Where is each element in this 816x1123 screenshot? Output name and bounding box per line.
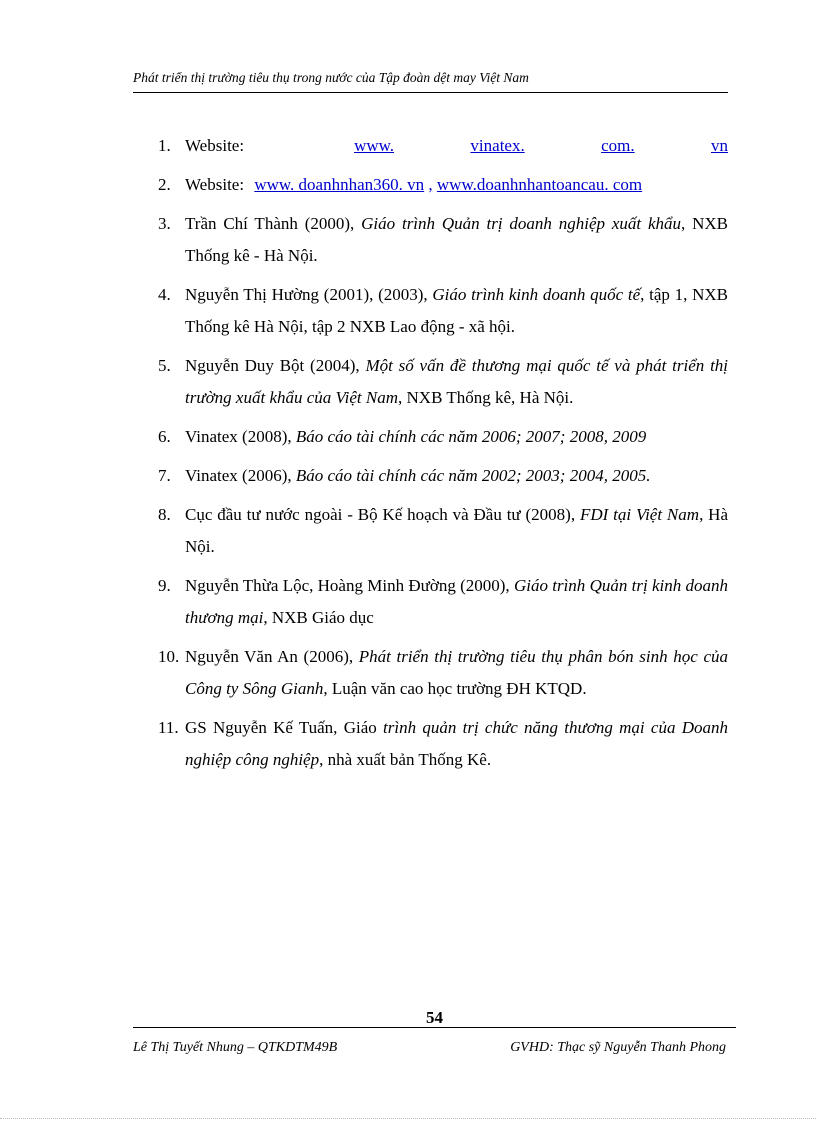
reference-label: Website: [185, 175, 245, 194]
reference-title: FDI tại Việt Nam [579, 505, 700, 524]
reference-number: 2. [158, 175, 171, 194]
reference-title: Báo cáo tài chính các năm 2002; 2003; 2004, 2005. [295, 466, 651, 485]
reference-title: Báo cáo tài chính các năm 2006; 2007; 2008, 2009 [295, 427, 647, 446]
reference-item [158, 499, 728, 563]
website-link-doanhnhan360[interactable]: www. doanhnhan360. vn [254, 175, 425, 194]
link-part[interactable]: com. [601, 136, 635, 155]
link-part[interactable]: www. [354, 136, 395, 155]
reference-list [158, 130, 728, 783]
reference-author: GS Nguyễn Kế Tuấn, Giáo [185, 718, 384, 737]
reference-author: Vinatex (2008), [185, 427, 296, 446]
reference-number: 11. [158, 718, 179, 737]
footer-advisor: GVHD: Thạc sỹ Nguyễn Thanh Phong [510, 1040, 726, 1055]
reference-item [158, 208, 728, 272]
reference-item [158, 421, 728, 453]
reference-publisher: , NXB Giáo dục [263, 608, 374, 627]
reference-number: 9. [158, 576, 171, 595]
reference-item [158, 460, 728, 492]
link-part[interactable]: vinatex. [470, 136, 525, 155]
link-separator: , [428, 175, 433, 194]
reference-author: Vinatex (2006), [185, 466, 296, 485]
reference-item [158, 169, 728, 201]
page-number: 54 [426, 1008, 443, 1027]
reference-publisher: , Luận văn cao học trường ĐH KTQD. [323, 679, 587, 698]
reference-item [158, 570, 728, 634]
reference-title: Một số vấn đề thương mại quốc tế và phát triển thị trường xuất khẩu của Việt Nam [185, 356, 729, 407]
reference-author: Nguyễn Thừa Lộc, Hoàng Minh Đường (2000), [185, 576, 514, 595]
reference-publisher: , nhà xuất bản Thống Kê. [319, 750, 492, 769]
reference-number: 5. [158, 356, 171, 375]
reference-title: Giáo trình kinh doanh quốc tế [432, 285, 641, 304]
reference-author: Nguyễn Văn An (2006), [185, 647, 359, 666]
reference-title: Giáo trình Quản trị doanh nghiệp xuất khẩu [361, 214, 682, 233]
reference-title: trình quản trị chức năng thương mại của Doanh nghiệp công nghiệp [185, 718, 728, 769]
reference-number: 8. [158, 505, 171, 524]
reference-publisher: , tập 1, NXB Thống kê Hà Nội, tập 2 NXB Lao động - xã hội. [185, 285, 728, 336]
reference-number: 4. [158, 285, 171, 304]
reference-item [158, 350, 728, 414]
reference-publisher: , NXB Thống kê - Hà Nội. [185, 214, 729, 265]
reference-author: Trần Chí Thành (2000), [185, 214, 362, 233]
reference-item [158, 712, 728, 776]
reference-title: Giáo trình Quản trị kinh doanh thương mại [185, 576, 728, 627]
running-title: Phát triển thị trường tiêu thụ trong nước của Tập đoàn dệt may Việt Nam [133, 70, 529, 85]
reference-publisher: , NXB Thống kê, Hà Nội. [398, 388, 574, 407]
running-header [133, 70, 728, 93]
reference-number: 6. [158, 427, 171, 446]
reference-number: 1. [158, 136, 171, 155]
reference-author: Nguyễn Thị Hường (2001), (2003), [185, 285, 433, 304]
link-part[interactable]: vn [711, 136, 728, 155]
website-link-vinatex[interactable] [354, 130, 728, 162]
reference-author: Cục đầu tư nước ngoài - Bộ Kế hoạch và Đầu tư (2008), [185, 505, 580, 524]
reference-publisher: , Hà Nội. [185, 505, 729, 556]
website-link-doanhnhantoancau[interactable]: www.doanhnhantoancau. com [436, 175, 643, 194]
page-bottom-border [0, 1118, 816, 1119]
reference-number: 7. [158, 466, 171, 485]
reference-number: 3. [158, 214, 171, 233]
reference-item [158, 279, 728, 343]
footer-divider [133, 1027, 736, 1028]
reference-title: Phát triển thị trường tiêu thụ phân bón sinh học của Công ty Sông Gianh [185, 647, 728, 698]
reference-number: 10. [158, 647, 180, 666]
reference-item [158, 130, 728, 162]
reference-label: Website: [185, 136, 245, 155]
reference-item [158, 641, 728, 705]
reference-author: Nguyễn Duy Bột (2004), [185, 356, 366, 375]
footer-author: Lê Thị Tuyết Nhung – QTKDTM49B [133, 1040, 338, 1055]
